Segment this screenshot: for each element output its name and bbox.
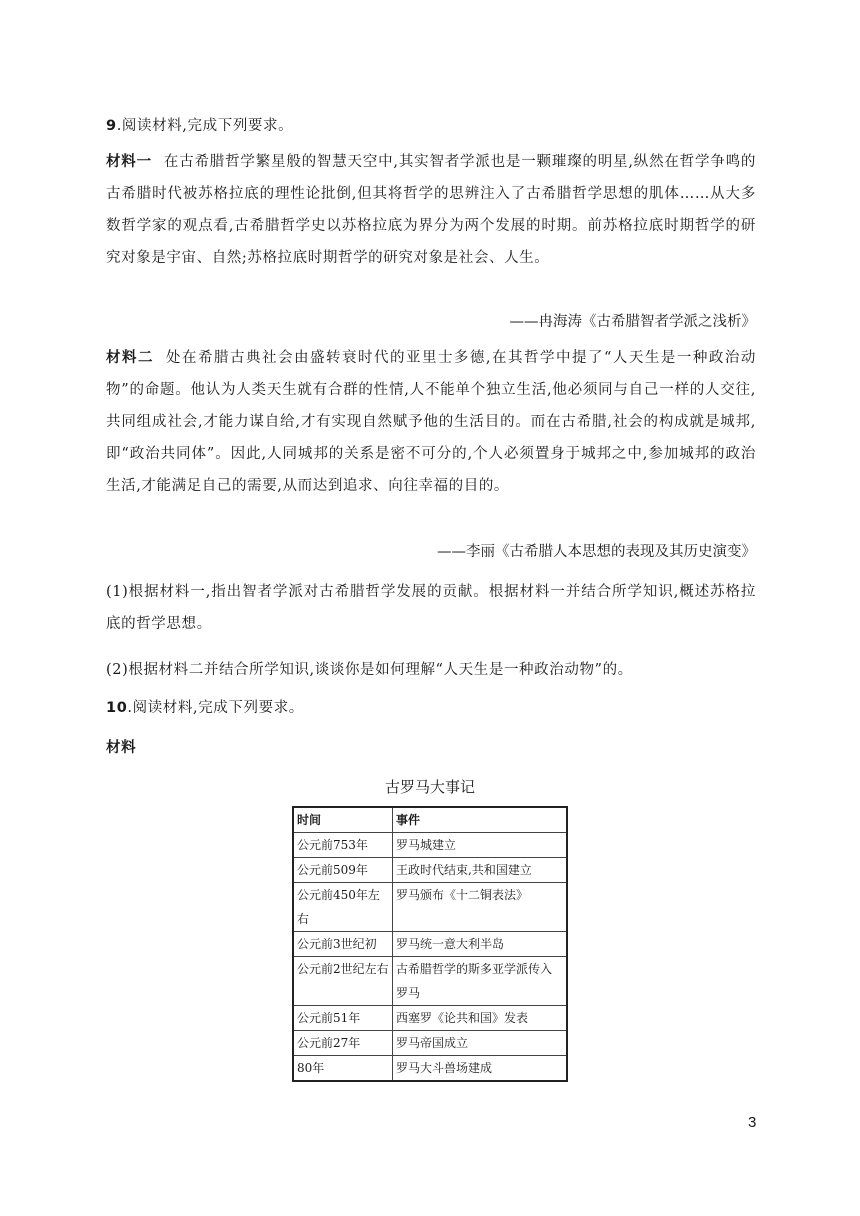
material-text: 处在希腊古典社会由盛转衰时代的亚里士多德,在其哲学中提了“人天生是一种政治动物”的命题。他认为人类天生就有合群的性情,人不能单个独立生活,他必须同与自己一样的人交往,共同组成社会,才能力谋自给,才有实现自然赋予他的生活目的。而在古希腊,社会的构成就是城邦,即“政治共同体”。因此,人同城邦的关系是密不可分的,个人必须置身于城邦之中,参加城邦的政治生活,才能满足自己的需要,从而达到追求、向往幸福的目的。 — [106, 350, 756, 494]
table-row — [293, 833, 567, 858]
time-cell: 公元前2世纪左右 — [293, 957, 393, 1006]
question-number: 10 — [106, 700, 128, 716]
table-title: 古罗马大事记 — [384, 778, 475, 796]
header-event: 事件 — [393, 807, 568, 833]
material-two-source: ——李丽《古希腊人本思想的表现及其历史演变》 — [437, 544, 756, 560]
time-cell: 公元前450年左右 — [293, 883, 393, 932]
table-row — [293, 883, 567, 932]
events-table — [292, 806, 568, 1082]
table-row — [293, 1031, 567, 1056]
event-cell: 罗马城建立 — [393, 833, 568, 858]
material-one — [106, 146, 756, 274]
table-row — [293, 932, 567, 957]
material-label: 材料一 — [106, 154, 152, 170]
event-cell: 西塞罗《论共和国》发表 — [393, 1006, 568, 1031]
table-header-row — [293, 807, 567, 833]
sub-question-2 — [106, 654, 756, 686]
sub-question-text: (2)根据材料二并结合所学知识,谈谈你是如何理解“人天生是一种政治动物”的。 — [106, 662, 633, 678]
time-cell: 公元前51年 — [293, 1006, 393, 1031]
time-cell: 公元前3世纪初 — [293, 932, 393, 957]
event-cell: 罗马颁布《十二铜表法》 — [393, 883, 568, 932]
table-row — [293, 1006, 567, 1031]
material-one-source: ——冉海涛《古希腊智者学派之浅析》 — [509, 314, 756, 330]
table-row — [293, 1056, 567, 1082]
event-cell: 罗马统一意大利半岛 — [393, 932, 568, 957]
event-cell: 王政时代结束,共和国建立 — [393, 858, 568, 883]
sub-question-text: (1)根据材料一,指出智者学派对古希腊哲学发展的贡献。根据材料一并结合所学知识,概述苏格拉底的哲学思想。 — [106, 584, 756, 632]
question-instruction: .阅读材料,完成下列要求。 — [116, 118, 294, 134]
question-9-intro — [106, 110, 756, 142]
question-number: 9 — [106, 118, 117, 134]
event-cell: 罗马帝国成立 — [393, 1031, 568, 1056]
table-row — [293, 957, 567, 1006]
material-label: 材料二 — [106, 350, 154, 366]
page-number: 3 — [748, 1114, 757, 1131]
time-cell: 80年 — [293, 1056, 393, 1082]
material-text: 在古希腊哲学繁星般的智慧天空中,其实智者学派也是一颗璀璨的明星,纵然在哲学争鸣的古希腊时代被苏格拉底的理性论批倒,但其将哲学的思辨注入了古希腊哲学思想的肌体……从大多数哲学家的观点看,古希腊哲学史以苏格拉底为界分为两个发展的时期。前苏格拉底时期哲学的研究对象是宇宙、自然;苏格拉底时期哲学的研究对象是社会、人生。 — [106, 154, 756, 266]
time-cell: 公元前753年 — [293, 833, 393, 858]
event-cell: 古希腊哲学的斯多亚学派传入罗马 — [393, 957, 568, 1006]
material-label: 材料 — [106, 740, 137, 756]
header-time: 时间 — [293, 807, 393, 833]
material-heading — [106, 732, 756, 764]
sub-question-1 — [106, 576, 756, 640]
table-row — [293, 858, 567, 883]
question-10-intro — [106, 692, 756, 724]
time-cell: 公元前509年 — [293, 858, 393, 883]
event-cell: 罗马大斗兽场建成 — [393, 1056, 568, 1082]
material-two — [106, 342, 756, 502]
question-instruction: .阅读材料,完成下列要求。 — [127, 700, 304, 716]
time-cell: 公元前27年 — [293, 1031, 393, 1056]
